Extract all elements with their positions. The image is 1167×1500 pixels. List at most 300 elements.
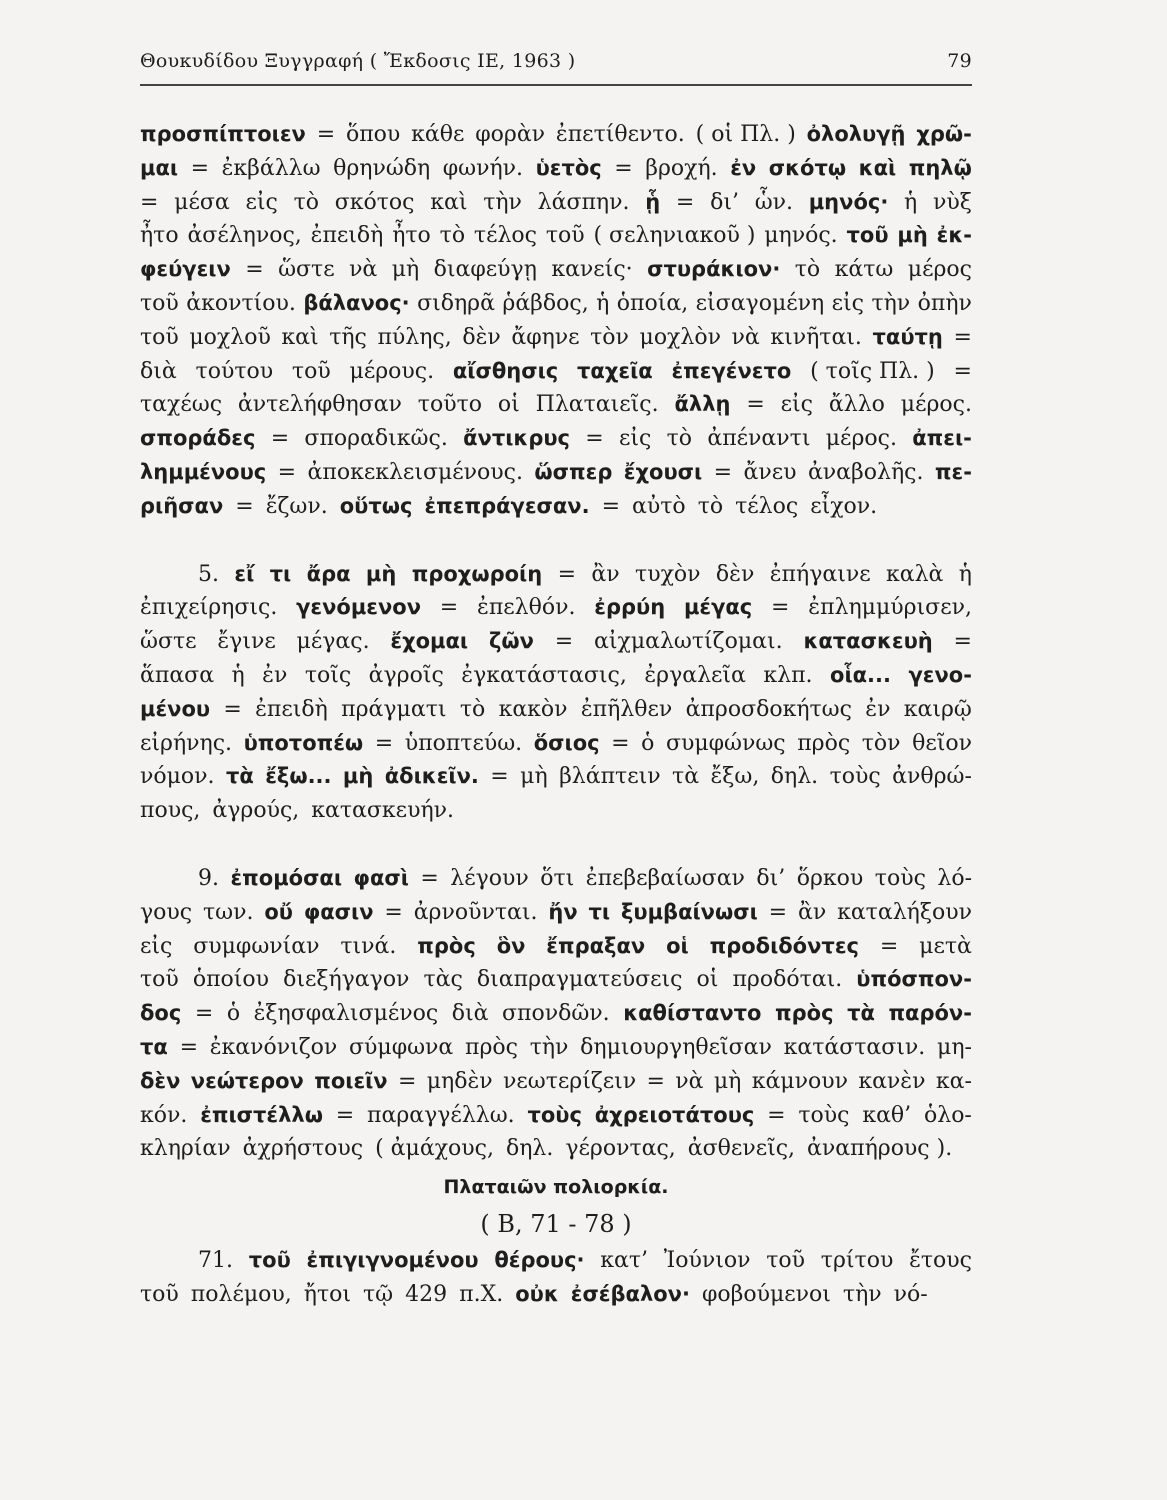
gloss-word: = <box>746 392 765 418</box>
gloss-word: τὸ <box>794 257 821 283</box>
lemma-word: ζῶν <box>488 629 534 654</box>
gloss-word: διὰ <box>140 358 177 384</box>
gloss-word: = <box>384 899 403 925</box>
gloss-word: τὴν <box>529 1034 569 1060</box>
lemma-word: φασὶ <box>353 865 409 890</box>
lemma-word: καθίσταντο <box>623 1001 762 1026</box>
gloss-word: κάμνουν <box>751 1068 848 1094</box>
gloss-word: κανὲν <box>858 1068 926 1094</box>
text-line <box>140 862 972 896</box>
lemma-word: ὑπόσπον- <box>856 967 972 992</box>
gloss-word: = <box>879 933 899 959</box>
text-line <box>140 152 972 186</box>
page-number: 79 <box>947 50 972 72</box>
gloss-word: εἰς <box>619 426 652 452</box>
gloss-word: = <box>611 730 630 756</box>
lemma-word: ἐσέβαλον· <box>570 1281 690 1306</box>
gloss-word: τρίτου <box>820 1248 894 1274</box>
lemma-word: οὔ <box>264 899 293 924</box>
gloss-word: ἀποκεκλεισμένους. <box>307 459 523 485</box>
lemma-word: ἐρρύη <box>594 595 666 620</box>
gloss-word: τῆς <box>329 324 367 350</box>
lemma-word: τὰ <box>847 1001 875 1026</box>
gloss-word: = <box>245 257 264 283</box>
gloss-word: οἱ <box>696 967 719 993</box>
gloss-word: πους, <box>140 798 201 824</box>
lemma-word: ἐκ- <box>936 223 972 248</box>
text-line <box>140 930 972 964</box>
gloss-word: τοῦτο <box>417 392 483 418</box>
gloss-word: ἔγινε <box>217 629 276 655</box>
lemma-word: γενόμενον <box>296 595 422 620</box>
gloss-word: Πλαταιεῖς. <box>535 392 659 418</box>
gloss-word: ἀναβολῆς. <box>807 459 924 485</box>
gloss-word: ἤτοι <box>303 1281 351 1307</box>
gloss-word: νὰ <box>675 1068 704 1094</box>
gloss-word: τὴν <box>842 1281 882 1307</box>
section-reference: ( Β, 71 - 78 ) <box>480 1210 632 1239</box>
gloss-word: = <box>713 459 733 485</box>
gloss-word: μέρος. <box>825 426 897 452</box>
paragraph-gap <box>140 524 972 558</box>
gloss-word: μὴ <box>520 764 548 790</box>
lemma-word: τι <box>269 561 292 586</box>
gloss-word: δημιουργηθεῖσαν <box>580 1034 772 1060</box>
gloss-word: = <box>614 155 633 181</box>
gloss-word: καλὰ <box>886 561 944 587</box>
gloss-word: ( οἱ Πλ. ) <box>695 122 796 147</box>
gloss-word: ἐπεβεβαίωσαν <box>585 865 745 891</box>
gloss-word: σπονδῶν. <box>502 1001 610 1027</box>
lemma-word: ξυμβαίνωσι <box>621 899 758 924</box>
lemma-word: στυράκιον· <box>647 257 781 282</box>
gloss-word: ἔτους <box>909 1248 972 1274</box>
text-line <box>140 253 972 287</box>
gloss-word: τοὺς <box>874 865 926 891</box>
lemma-word: μὴ <box>342 764 374 789</box>
gloss-word: κατασκευήν. <box>311 798 455 824</box>
gloss-word: φωνήν. <box>442 155 524 181</box>
gloss-word: ἦτο <box>140 223 179 249</box>
lemma-word: ἔχομαι <box>390 629 469 654</box>
text-line <box>140 321 972 355</box>
lemma-word: ἔπραξαν <box>546 933 646 958</box>
lemma-word: ταχεῖα <box>577 358 653 383</box>
text-line <box>140 794 972 828</box>
gloss-word: = <box>270 426 290 452</box>
gloss-word: αὐτὸ <box>632 493 686 519</box>
lemma-word: καὶ <box>858 155 897 180</box>
lemma-word: τοὺς <box>527 1102 582 1127</box>
lemma-word: ἐπεγένετο <box>671 358 792 383</box>
gloss-word: ἐπιχείρησις. <box>140 595 278 621</box>
gloss-word: κινῆται. <box>770 324 862 350</box>
gloss-word: = <box>335 1102 355 1128</box>
lemma-word: τα <box>140 1034 168 1059</box>
gloss-word: = <box>953 324 972 350</box>
gloss-word: τοῖς <box>304 662 352 688</box>
lemma-word: ἄντικρυς <box>463 426 570 451</box>
gloss-word: ἦτο <box>392 223 431 249</box>
lemma-word: δὲν <box>140 1068 181 1093</box>
gloss-word: ἀπέναντι <box>707 426 811 452</box>
gloss-word: ἡ <box>596 290 610 316</box>
lemma-word: ᾗ <box>645 189 661 214</box>
gloss-word: κάτω <box>834 257 894 283</box>
gloss-word: σποραδικῶς. <box>304 426 448 452</box>
lemma-word: λημμένους <box>140 459 267 484</box>
lemma-word: μὴ <box>897 223 928 248</box>
gloss-word: τὸ <box>293 189 319 215</box>
gloss-word: διεξήγαγον <box>283 967 410 993</box>
gloss-word: τὸ <box>666 426 693 452</box>
lemma-word: δος <box>140 1001 182 1026</box>
text-line <box>140 558 972 592</box>
gloss-word: τὸν <box>590 324 629 350</box>
gloss-word: τὰς <box>423 967 463 993</box>
paragraph-notes-71 <box>140 1244 972 1312</box>
gloss-word: τὸ <box>439 223 466 249</box>
lemma-word: ἀπει- <box>912 426 972 451</box>
text-line <box>140 760 972 794</box>
gloss-word: = <box>953 358 972 384</box>
gloss-word: ἐργαλεῖα <box>644 662 746 688</box>
lemma-word: πρὸς <box>775 1001 834 1026</box>
lemma-word: μηνός· <box>808 189 889 214</box>
lemma-word: ὃν <box>496 933 526 958</box>
gloss-word: συμφώνως <box>665 730 786 756</box>
gloss-word: διὰ <box>451 1001 489 1027</box>
text-line <box>140 591 972 625</box>
text-line <box>140 186 972 220</box>
lemma-word: πε- <box>934 459 972 484</box>
gloss-word: θεῖον <box>912 730 972 756</box>
commentary-body <box>140 118 972 1312</box>
gloss-word: βλάπτειν <box>559 764 661 790</box>
lemma-word: προχωροίη <box>411 561 543 586</box>
lemma-word: ἐπιγιγνομένου <box>306 1248 479 1273</box>
gloss-word: αἰχμαλωτίζομαι. <box>594 629 783 655</box>
gloss-word: = <box>490 764 509 790</box>
gloss-word: = <box>316 122 336 147</box>
gloss-word: νεωτερίζειν <box>503 1068 637 1094</box>
lemma-word: τοῦ <box>248 1248 291 1273</box>
gloss-word: ὥστε <box>140 629 197 655</box>
lemma-word: ποιεῖν <box>314 1068 388 1093</box>
text-line <box>140 693 972 727</box>
gloss-word: ἄνευ <box>743 459 797 485</box>
gloss-word: καιρῷ <box>903 696 972 722</box>
gloss-word: τοῦ <box>140 1281 179 1307</box>
gloss-word: ἡ <box>904 189 918 215</box>
gloss-word: = <box>374 730 394 756</box>
gloss-word: τὸ <box>697 493 724 519</box>
lemma-word: μὴ <box>365 561 397 586</box>
gloss-word: τοὺς <box>798 1102 850 1128</box>
gloss-word: τοῦ <box>291 358 331 384</box>
text-line <box>140 456 972 490</box>
gloss-word: μοχλὸν <box>639 324 721 350</box>
lemma-word: σποράδες <box>140 426 256 451</box>
gloss-word: ταχέως <box>140 392 223 418</box>
gloss-word: ὁ <box>226 1001 241 1027</box>
lemma-word: τὰ <box>225 764 254 789</box>
paragraph-notes-5 <box>140 558 972 828</box>
gloss-word: ἐπελθόν. <box>477 595 576 621</box>
gloss-word: ( σεληνιακοῦ ) <box>593 223 756 249</box>
text-line <box>140 659 972 693</box>
gloss-word: πύλης, <box>377 324 452 350</box>
gloss-word: νὰ <box>349 257 378 283</box>
gloss-word: τὴν <box>871 290 911 316</box>
gloss-word: ὀπὴν <box>917 290 972 316</box>
gloss-word: ἡ <box>958 561 972 587</box>
lemma-word: προδιδόντες <box>709 933 859 958</box>
gloss-word: ἐκβάλλω <box>221 155 321 181</box>
gloss-word: λάσπην. <box>537 189 630 215</box>
gloss-word: 71. <box>198 1248 233 1274</box>
lemma-word: ἔχουσι <box>623 459 703 484</box>
gloss-word: μὴ <box>713 1068 742 1094</box>
gloss-word: ἐπῆλθεν <box>580 696 673 722</box>
gloss-word: τοῦ <box>545 223 585 249</box>
gloss-word: σκότος <box>334 189 415 215</box>
lemma-word: εἴ <box>234 561 255 586</box>
gloss-word: = <box>554 629 574 655</box>
gloss-word: εἰς <box>140 933 173 959</box>
gloss-word: δι’ <box>710 189 739 215</box>
gloss-word: = <box>397 1068 417 1094</box>
lemma-word: φασιν <box>303 899 374 924</box>
gloss-word: δὲν <box>715 561 755 587</box>
lemma-word: κατασκευὴ <box>803 629 933 654</box>
header-title: Θουκυδίδου Ξυγγραφή ( Ἔκδοσις ΙΕ, 1963 ) <box>140 50 576 72</box>
gloss-word: ἀσθενεῖς, <box>687 1136 796 1162</box>
lemma-word: ἀδικεῖν. <box>384 764 479 789</box>
gloss-word: δι’ <box>756 865 786 891</box>
gloss-word: θρηνώδη <box>333 155 431 181</box>
gloss-word: τέλος <box>473 223 537 249</box>
gloss-word: λό- <box>937 865 972 891</box>
gloss-word: μετὰ <box>919 933 972 959</box>
gloss-word: = <box>179 1034 198 1060</box>
gloss-word: ἅπασα <box>140 662 215 688</box>
gloss-word: ἀναπήρους ). <box>807 1136 953 1162</box>
lemma-word: προσπίπτοιεν <box>140 122 306 146</box>
gloss-word: ἐν <box>865 696 891 722</box>
gloss-word: ἐγκατάστασις, <box>461 662 627 688</box>
gloss-word: ἀρνοῦνται. <box>413 899 538 925</box>
text-line <box>140 422 972 456</box>
gloss-word: τὸ <box>459 696 486 722</box>
gloss-word: τούτου <box>195 358 274 384</box>
gloss-word: 5. <box>198 561 219 587</box>
gloss-word: ἐπλημμύρισεν, <box>808 595 972 621</box>
gloss-word: μέγας. <box>296 629 370 655</box>
gloss-word: τοῦ <box>766 1248 806 1274</box>
lemma-word: σκότῳ <box>768 155 847 180</box>
gloss-word: κάθε <box>411 122 465 147</box>
text-line <box>140 118 972 152</box>
gloss-word: ἀκοντίου. <box>186 290 296 316</box>
lemma-word: τοῦ <box>846 223 889 248</box>
gloss-word: ( ἀμάχους, <box>375 1136 494 1162</box>
gloss-word: ὅπου <box>345 122 401 147</box>
lemma-word: ὑετὸς <box>535 155 602 180</box>
gloss-word: π.Χ. <box>459 1281 504 1307</box>
gloss-word: ἂν <box>797 899 827 925</box>
gloss-word: ἐπήγαινε <box>769 561 871 587</box>
gloss-word: ὁλο- <box>924 1102 972 1128</box>
gloss-word: ἀχρήστους <box>242 1136 364 1162</box>
gloss-word: διαπραγματεύσεις <box>476 967 683 993</box>
lemma-word: ἤν <box>548 899 578 924</box>
gloss-word: = <box>953 629 972 655</box>
lemma-word: ταύτῃ <box>872 324 943 349</box>
lemma-word: ριῆσαν <box>140 493 224 518</box>
gloss-word: δηλ. <box>770 764 819 790</box>
gloss-word: των. <box>202 899 254 925</box>
lemma-word: μένου <box>140 696 211 721</box>
gloss-word: καταλήξουν <box>837 899 972 925</box>
gloss-word: ὁποίου <box>192 967 270 993</box>
gloss-word: προδόται. <box>732 967 843 993</box>
paragraph-notes-1 <box>140 118 972 524</box>
gloss-word: εἰρήνης. <box>140 730 233 756</box>
gloss-word: εἶχον. <box>810 493 878 519</box>
gloss-word: ἐξησφαλισμένος <box>253 1001 439 1027</box>
text-line <box>140 388 972 422</box>
gloss-word: ὅτι <box>540 865 575 891</box>
gloss-word: ἀπροσδοκήτως <box>685 696 852 722</box>
gloss-word: κόν. <box>140 1102 188 1128</box>
gloss-word: συμφωνίαν <box>193 933 320 959</box>
gloss-word: = <box>190 155 210 181</box>
lemma-word: οὐκ <box>515 1281 559 1306</box>
text-line <box>140 1099 972 1133</box>
lemma-word: παρόν- <box>888 1001 972 1026</box>
gloss-word: ἀντελήφθησαν <box>237 392 402 418</box>
lemma-word: ὥσπερ <box>534 459 613 484</box>
gloss-word: = <box>439 595 459 621</box>
gloss-word: κληρίαν <box>140 1136 231 1162</box>
gloss-word: ἐπειδὴ <box>310 223 384 249</box>
gloss-word: πράγματι <box>341 696 447 722</box>
gloss-word: καὶ <box>281 324 319 350</box>
gloss-word: τυχὸν <box>635 561 701 587</box>
gloss-word: = <box>277 459 297 485</box>
gloss-word: ἀγρούς, <box>212 798 300 824</box>
gloss-word: μὴ <box>391 257 420 283</box>
lemma-word: πρὸς <box>417 933 476 958</box>
lemma-word: ἐπομόσαι <box>230 865 343 890</box>
lemma-word: χρῶ- <box>916 122 972 146</box>
text-line <box>140 625 972 659</box>
gloss-word: = <box>675 189 695 215</box>
gloss-word: ὅρκου <box>796 865 864 891</box>
gloss-word: δηλ. <box>505 1136 554 1162</box>
lemma-word: ὅσιος <box>533 730 600 755</box>
gloss-word: σιδηρᾶ <box>417 290 495 316</box>
gloss-word: μέρους. <box>349 358 435 384</box>
gloss-word: κα- <box>935 1068 972 1094</box>
gloss-word: 429 <box>405 1281 448 1307</box>
gloss-word: ἀσέληνος, <box>187 223 302 249</box>
gloss-word: πρὸς <box>797 730 851 756</box>
gloss-word: νὺξ <box>932 189 972 215</box>
gloss-word: = <box>585 426 604 452</box>
gloss-word: ἀγροῖς <box>368 662 444 688</box>
text-line <box>140 1132 972 1166</box>
text-line <box>140 355 972 389</box>
gloss-word: εἰσαγομένη <box>695 290 825 316</box>
gloss-word: λέγουν <box>450 865 529 891</box>
gloss-word: μοχλοῦ <box>189 324 271 350</box>
gloss-word: τοὺς <box>829 764 881 790</box>
lemma-word: μαι <box>140 155 179 180</box>
gloss-word: ἐπειδὴ <box>255 696 328 722</box>
gloss-word: νὰ <box>731 324 760 350</box>
gloss-word: εἰς <box>780 392 814 418</box>
lemma-word: ἄλλῃ <box>674 392 731 417</box>
gloss-word: = <box>601 493 621 519</box>
lemma-word: θέρους· <box>494 1248 585 1273</box>
running-header <box>140 50 972 78</box>
lemma-word: ἀχρειοτάτους <box>594 1102 755 1127</box>
gloss-word: κατάστασιν. <box>783 1034 926 1060</box>
paragraph-gap <box>140 828 972 862</box>
text-line <box>140 1278 972 1312</box>
gloss-word: ἔζων. <box>265 493 328 519</box>
text-line <box>140 1065 972 1099</box>
gloss-word: = <box>767 1102 786 1128</box>
lemma-word: ὑποτοπέω <box>243 730 364 755</box>
lemma-word: ἐπεπράγεσαν. <box>424 493 590 518</box>
gloss-word: μηδὲν <box>426 1068 493 1094</box>
section-title: Πλαταιῶν πολιορκία. <box>443 1176 669 1199</box>
gloss-word: μη- <box>937 1034 972 1060</box>
gloss-word: ἔξω, <box>710 764 760 790</box>
gloss-word: ῥάβδος, <box>502 290 589 316</box>
text-line <box>140 727 972 761</box>
gloss-word: εἰς <box>831 290 864 316</box>
header-rule <box>140 84 972 86</box>
lemma-word: μέγας <box>683 595 753 620</box>
gloss-word: καὶ <box>430 189 468 215</box>
gloss-word: τινά. <box>340 933 397 959</box>
gloss-word: φοβούμενοι <box>701 1281 831 1307</box>
gloss-word: σύμφωνα <box>349 1034 454 1060</box>
gloss-word: τοῦ <box>140 967 179 993</box>
gloss-word: = <box>235 493 254 519</box>
gloss-word: = <box>557 561 577 587</box>
gloss-word: κανείς· <box>551 257 633 283</box>
gloss-word: ἐπετίθεντο. <box>555 122 685 147</box>
gloss-word: τὴν <box>483 189 522 215</box>
gloss-word: = <box>646 1068 665 1094</box>
text-line <box>140 287 972 321</box>
gloss-word: οἱ <box>497 392 520 418</box>
gloss-word: ἄλλο <box>828 392 885 418</box>
lemma-word: τι <box>588 899 611 924</box>
gloss-word: = <box>420 865 439 891</box>
paragraph-notes-9 <box>140 862 972 1166</box>
lemma-word: ἐν <box>730 155 757 180</box>
lemma-word: ἐπιστέλλω <box>200 1102 323 1127</box>
gloss-word: ( τοῖς Πλ. ) <box>810 358 935 384</box>
gloss-word: ἡ <box>231 662 245 688</box>
gloss-word: κλπ. <box>763 662 813 688</box>
